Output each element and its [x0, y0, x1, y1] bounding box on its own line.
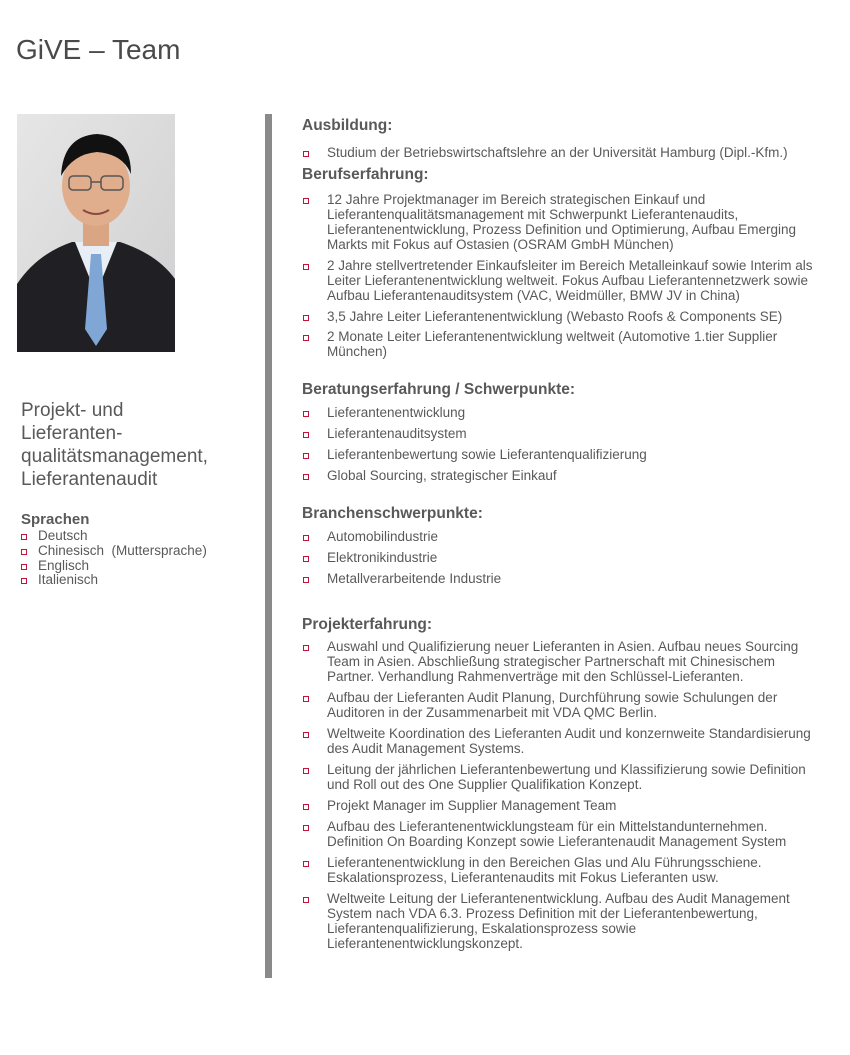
section-heading-berufserfahrung: Berufserfahrung:	[302, 166, 429, 183]
list-item: Weltweite Koordination des Lieferanten Audit und konzernweite Standardisierung des Audit Management Systems.	[302, 726, 822, 756]
list-item: Lieferantenbewertung sowie Lieferantenqualifizierung	[302, 447, 822, 462]
list-item: Aufbau der Lieferanten Audit Planung, Durchführung sowie Schulungen der Auditoren in der Zusammenarbeit mit VDA QMC Berlin.	[302, 690, 822, 720]
vertical-divider	[265, 114, 272, 978]
language-label: Italienisch	[38, 572, 99, 588]
section-heading-ausbildung: Ausbildung:	[302, 117, 393, 134]
page-title: GiVE – Team	[16, 34, 181, 65]
language-label: Chinesisch (Muttersprache)	[38, 542, 207, 558]
list-item: Lieferantenentwicklung	[302, 405, 822, 420]
square-bullet-icon	[303, 732, 309, 738]
role-line: qualitätsmanagement,	[21, 446, 208, 467]
list-item: Lieferantenentwicklung in den Bereichen Glas und Alu Führungsschiene. Eskalationsprozess, Lieferantenaudits mit Fokus Lieferanten usw.	[302, 855, 822, 885]
square-bullet-icon	[303, 535, 309, 541]
projekterfahrung-list	[302, 639, 822, 951]
square-bullet-icon	[303, 645, 309, 651]
list-item: Global Sourcing, strategischer Einkauf	[302, 468, 822, 483]
list-item: Automobilindustrie	[302, 529, 822, 544]
list-item: Leitung der jährlichen Lieferantenbewertung und Klassifizierung sowie Definition und Roll out des One Supplier Qualifikation Konzept.	[302, 762, 822, 792]
list-item: Lieferantenauditsystem	[302, 426, 822, 441]
cv-main-content	[302, 117, 822, 951]
square-bullet-icon	[303, 474, 309, 480]
square-bullet-icon	[303, 556, 309, 562]
section-heading-beratung: Beratungserfahrung / Schwerpunkte:	[302, 381, 576, 398]
role-description	[21, 399, 251, 491]
profile-photo	[17, 114, 175, 352]
berufserfahrung-list	[302, 192, 822, 359]
section-heading-projekterfahrung: Projekterfahrung:	[302, 616, 433, 633]
square-bullet-icon	[303, 768, 309, 774]
square-bullet-icon	[303, 804, 309, 810]
list-item: 2 Jahre stellvertretender Einkaufsleiter im Bereich Metalleinkauf sowie Interim als Leiter Lieferantenentwicklung weltweit. Fokus Aufbau Lieferantennetzwerk sowie Aufbau Lieferantenauditsystem (VAC, Weidmüller, BMW JV in China)	[302, 258, 822, 303]
square-bullet-icon	[303, 432, 309, 438]
square-bullet-icon	[303, 897, 309, 903]
square-bullet-icon	[303, 198, 309, 204]
list-item: 12 Jahre Projektmanager im Bereich strategischen Einkauf und Lieferantenqualitätsmanagement mit Schwerpunkt Lieferantenaudits, Lieferantenentwicklung, Prozess Definition und Optimierung, Aufbau Emerging Markts mit Fokus auf Ostasien (OSRAM GmbH München)	[302, 192, 822, 252]
square-bullet-icon	[303, 577, 309, 583]
language-item	[21, 529, 207, 544]
square-bullet-icon	[303, 861, 309, 867]
section-heading-branchen: Branchenschwerpunkte:	[302, 505, 483, 522]
square-bullet-icon	[303, 335, 309, 341]
square-bullet-icon	[303, 315, 309, 321]
square-bullet-icon	[21, 549, 27, 555]
square-bullet-icon	[21, 534, 27, 540]
list-item: Weltweite Leitung der Lieferantenentwicklung. Aufbau des Audit Management System nach VDA 6.3. Prozess Definition mit der Lieferantenbewertung, Lieferantenqualifizierung, Eskalationsprozess sowie Lieferantenentwicklungskonzept.	[302, 891, 822, 951]
list-item: Metallverarbeitende Industrie	[302, 571, 822, 586]
square-bullet-icon	[303, 151, 309, 157]
list-item: Aufbau des Lieferantenentwicklungsteam für ein Mittelstandunternehmen. Definition On Boarding Konzept sowie Lieferantenaudit Management System	[302, 819, 822, 849]
language-item	[21, 559, 207, 574]
languages-list	[21, 529, 207, 588]
language-item	[21, 544, 207, 559]
languages-heading: Sprachen	[21, 511, 90, 528]
square-bullet-icon	[303, 411, 309, 417]
list-item: 2 Monate Leiter Lieferantenentwicklung weltweit (Automotive 1.tier Supplier München)	[302, 329, 822, 359]
language-label: Englisch	[38, 557, 90, 573]
language-item	[21, 573, 207, 588]
square-bullet-icon	[303, 696, 309, 702]
list-item: 3,5 Jahre Leiter Lieferantenentwicklung (Webasto Roofs & Components SE)	[302, 309, 822, 324]
list-item: Elektronikindustrie	[302, 550, 822, 565]
list-item: Studium der Betriebswirtschaftslehre an der Universität Hamburg (Dipl.-Kfm.)	[302, 145, 822, 160]
branchen-list	[302, 529, 822, 586]
square-bullet-icon	[303, 825, 309, 831]
beratung-list	[302, 405, 822, 483]
language-label: Deutsch	[38, 528, 88, 543]
role-line: Lieferantenaudit	[21, 469, 158, 490]
ausbildung-list	[302, 145, 822, 160]
square-bullet-icon	[303, 264, 309, 270]
square-bullet-icon	[21, 578, 27, 584]
list-item: Auswahl und Qualifizierung neuer Lieferanten in Asien. Aufbau neues Sourcing Team in Asien. Abschließung strategischer Partnerschaft mit Chinesischem Partner. Verhandlung Rahmenverträge mit den Schlüssel-Lieferanten.	[302, 639, 822, 684]
square-bullet-icon	[303, 453, 309, 459]
role-line: Projekt- und	[21, 400, 124, 421]
list-item: Projekt Manager im Supplier Management Team	[302, 798, 822, 813]
square-bullet-icon	[21, 564, 27, 570]
role-line: Lieferanten-	[21, 423, 123, 444]
